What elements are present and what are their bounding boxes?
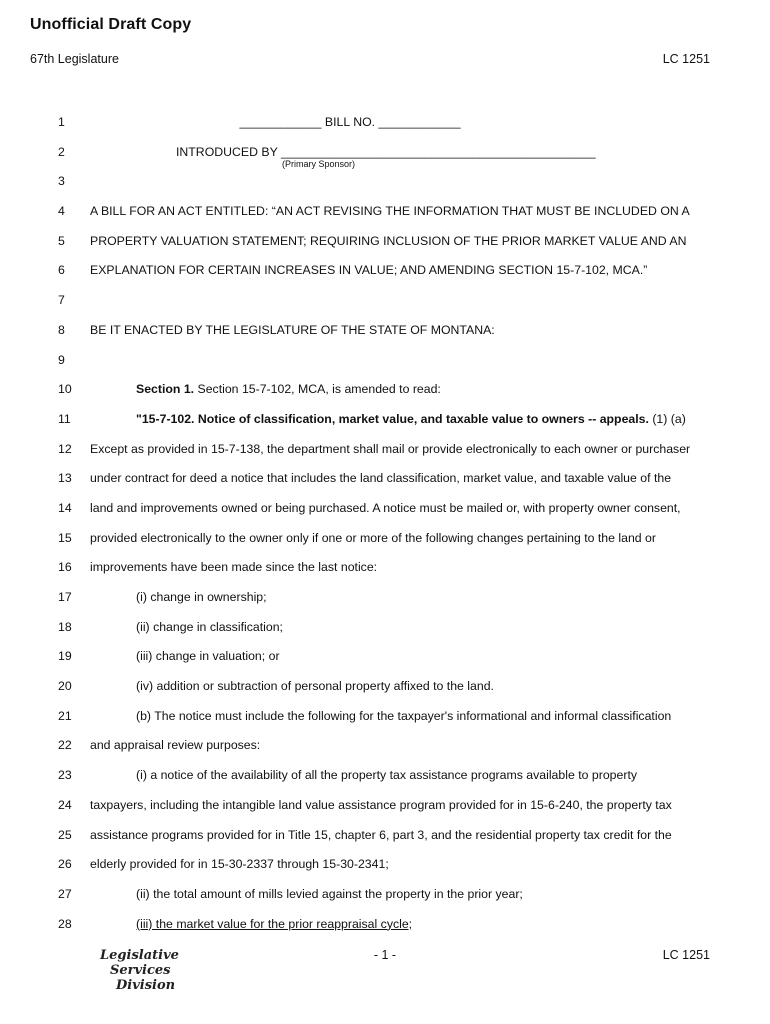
line-text: land and improvements owned or being purchased. A notice must be mailed or, with property owner consent, (90, 500, 681, 515)
line-text: under contract for deed a notice that includes the land classification, market value, and taxable value of the (90, 471, 672, 486)
logo-line: Legislative (100, 948, 179, 963)
bill-text (0, 108, 770, 939)
line-number: 6 (58, 263, 65, 278)
line-number: 1 (58, 115, 65, 129)
line-number: 11 (58, 411, 71, 426)
line-number: 9 (58, 352, 65, 367)
line-20 (0, 672, 770, 702)
line-text (90, 405, 712, 435)
statute-subsection: (1) (a) (648, 411, 686, 426)
line-9 (0, 346, 770, 376)
line-number: 26 (58, 857, 72, 872)
line-26 (0, 850, 770, 880)
line-text: taxpayers, including the intangible land value assistance program provided for in 15-6-240, the property tax (90, 797, 672, 812)
line-5 (0, 227, 770, 257)
line-text: (i) change in ownership; (136, 590, 267, 604)
line-text: provided electronically to the owner only if one or more of the following changes pertaining to the land or (90, 530, 656, 545)
line-number: 12 (58, 441, 72, 456)
line-text: elderly provided for in 15-30-2337 through 15-30-2341; (90, 857, 389, 872)
inserted-text: (iii) the market value for the prior reappraisal cycle; (136, 916, 413, 931)
introduced-by-line: INTRODUCED BY ______________________________________________ (176, 144, 596, 159)
line-number: 24 (58, 797, 72, 812)
line-21 (0, 702, 770, 732)
lc-number-footer: LC 1251 (662, 948, 710, 962)
line-25 (0, 821, 770, 851)
line-text (90, 375, 712, 405)
line-23 (0, 761, 770, 791)
enacting-clause: BE IT ENACTED BY THE LEGISLATURE OF THE STATE OF MONTANA: (90, 322, 495, 337)
line-4 (0, 197, 770, 227)
line-17 (0, 583, 770, 613)
primary-sponsor-label: (Primary Sponsor) (282, 158, 356, 169)
line-text: PROPERTY VALUATION STATEMENT; REQUIRING INCLUSION OF THE PRIOR MARKET VALUE AND AN (90, 233, 687, 248)
line-text (90, 910, 712, 940)
line-11 (0, 405, 770, 435)
line-number: 23 (58, 768, 72, 783)
lc-number-header: LC 1251 (662, 52, 710, 66)
line-number: 15 (58, 530, 72, 545)
section-intro: Section 15-7-102, MCA, is amended to read: (194, 382, 441, 397)
line-7 (0, 286, 770, 316)
logo-line: Services (110, 963, 171, 978)
line-13 (0, 464, 770, 494)
line-number: 13 (58, 471, 72, 486)
logo-line: Division (116, 978, 176, 993)
line-number: 3 (58, 174, 65, 189)
line-2 (0, 138, 770, 168)
page-number: - 1 - (373, 948, 397, 962)
line-number: 7 (58, 293, 65, 308)
line-text: improvements have been made since the last notice: (90, 560, 378, 575)
line-10 (0, 375, 770, 405)
line-number: 27 (58, 886, 72, 901)
bill-number-line: ____________ BILL NO. ____________ (239, 115, 461, 129)
draft-title: Unofficial Draft Copy (30, 16, 192, 33)
line-text: (b) The notice must include the following for the taxpayer's informational and informal classification (136, 708, 672, 723)
line-8 (0, 316, 770, 346)
line-12 (0, 435, 770, 465)
line-14 (0, 494, 770, 524)
line-number: 22 (58, 738, 72, 753)
line-text: (ii) change in classification; (136, 619, 283, 634)
line-number: 8 (58, 322, 65, 337)
line-number: 19 (58, 649, 72, 664)
line-number: 21 (58, 708, 72, 723)
line-15 (0, 524, 770, 554)
line-19 (0, 642, 770, 672)
line-text: EXPLANATION FOR CERTAIN INCREASES IN VALUE; AND AMENDING SECTION 15-7-102, MCA.” (90, 263, 648, 278)
line-number: 18 (58, 619, 72, 634)
line-number: 16 (58, 560, 72, 575)
line-text: and appraisal review purposes: (90, 738, 261, 753)
line-6 (0, 256, 770, 286)
line-16 (0, 553, 770, 583)
line-number: 17 (58, 590, 72, 604)
line-number: 5 (58, 233, 65, 248)
line-24 (0, 791, 770, 821)
line-3 (0, 167, 770, 197)
legislature-label: 67th Legislature (30, 52, 119, 66)
line-number: 20 (58, 679, 72, 694)
line-text: (ii) the total amount of mills levied against the property in the prior year; (136, 886, 523, 901)
line-number: 4 (58, 204, 65, 219)
line-text: A BILL FOR AN ACT ENTITLED: “AN ACT REVISING THE INFORMATION THAT MUST BE INCLUDED ON A (90, 204, 690, 219)
line-text: (iii) change in valuation; or (136, 649, 280, 664)
line-number: 14 (58, 500, 72, 515)
line-1 (0, 108, 770, 138)
line-number: 25 (58, 827, 72, 842)
line-text: Except as provided in 15-7-138, the department shall mail or provide electronically to each owner or purchaser (90, 441, 691, 456)
line-18 (0, 613, 770, 643)
statute-heading: "15-7-102. Notice of classification, market value, and taxable value to owners -- appeals. (136, 411, 649, 426)
line-number: 10 (58, 382, 72, 397)
line-text: assistance programs provided for in Title 15, chapter 6, part 3, and the residential property tax credit for the (90, 827, 672, 842)
line-28 (0, 910, 770, 940)
line-27 (0, 880, 770, 910)
line-number: 28 (58, 916, 72, 931)
line-text: (i) a notice of the availability of all the property tax assistance programs available to property (136, 768, 638, 783)
line-text: (iv) addition or subtraction of personal property affixed to the land. (136, 679, 494, 694)
line-number: 2 (58, 144, 65, 159)
section-heading: Section 1. (136, 382, 195, 397)
line-22 (0, 731, 770, 761)
